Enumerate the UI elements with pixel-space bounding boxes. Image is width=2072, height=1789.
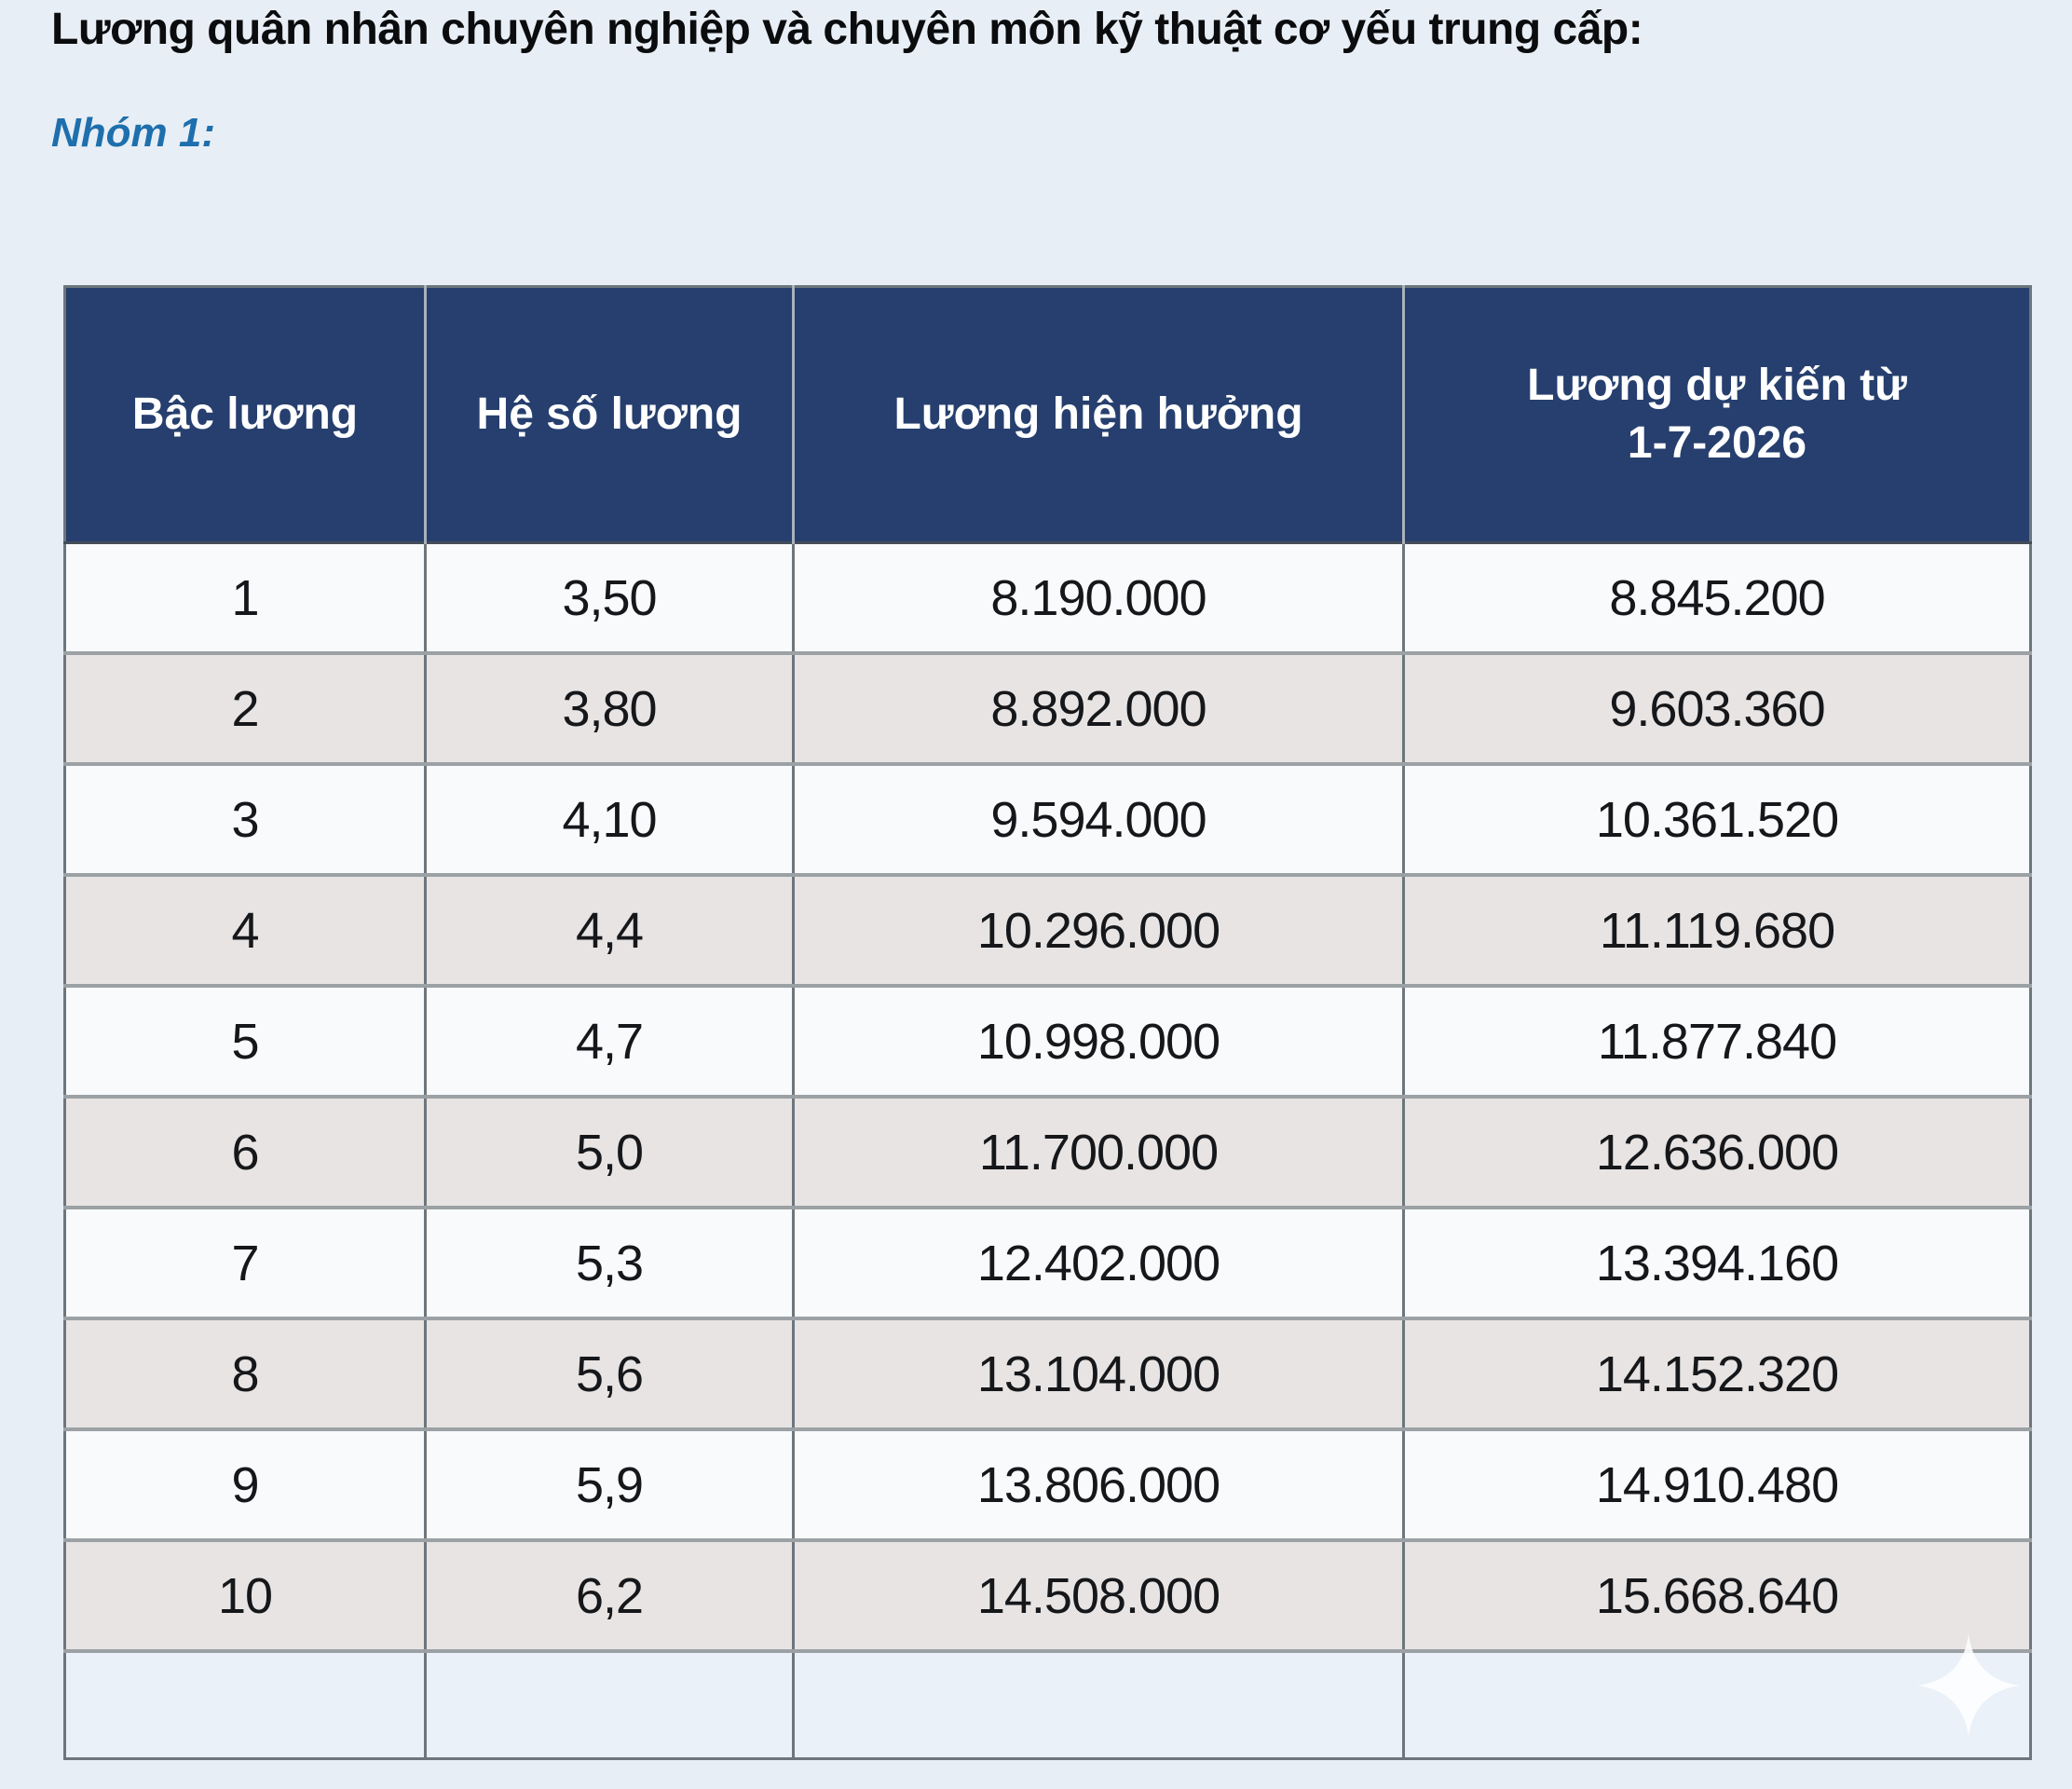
cell-du-kien: 14.910.480 (1404, 1429, 2031, 1540)
cell-du-kien: 8.845.200 (1404, 543, 2031, 654)
cell-he-so: 4,10 (426, 764, 794, 875)
cell-bac-luong: 4 (65, 875, 426, 986)
header-row (65, 287, 2031, 543)
table-row (65, 543, 2031, 654)
cell-he-so: 4,7 (426, 986, 794, 1097)
cell-empty (426, 1651, 794, 1759)
cell-he-so: 5,9 (426, 1429, 794, 1540)
cell-hien-huong: 9.594.000 (794, 764, 1404, 875)
cell-empty (65, 1651, 426, 1759)
col-header-bac-luong (65, 287, 426, 543)
col-header-luong-hien-huong (794, 287, 1404, 543)
table-row (65, 1097, 2031, 1208)
table-row (65, 1429, 2031, 1540)
cell-bac-luong: 9 (65, 1429, 426, 1540)
col-header-label-line1: Lương dự kiến từ (1527, 360, 1907, 410)
cell-du-kien: 9.603.360 (1404, 653, 2031, 764)
table-row (65, 1208, 2031, 1318)
cell-hien-huong: 8.892.000 (794, 653, 1404, 764)
col-header-he-so-luong (426, 287, 794, 543)
page-title: Lương quân nhân chuyên nghiệp và chuyên môn kỹ thuật cơ yếu trung cấp: (51, 5, 1643, 54)
col-header-label: Lương hiện hưởng (893, 389, 1303, 439)
cell-bac-luong: 2 (65, 653, 426, 764)
cell-bac-luong: 10 (65, 1540, 426, 1651)
salary-table (63, 285, 2032, 1760)
table-row (65, 653, 2031, 764)
cell-hien-huong: 13.806.000 (794, 1429, 1404, 1540)
table-row (65, 986, 2031, 1097)
cell-du-kien: 15.668.640 (1404, 1540, 2031, 1651)
table-row (65, 764, 2031, 875)
cell-hien-huong: 12.402.000 (794, 1208, 1404, 1318)
cell-bac-luong: 6 (65, 1097, 426, 1208)
cell-hien-huong: 14.508.000 (794, 1540, 1404, 1651)
cell-he-so: 5,6 (426, 1318, 794, 1429)
cell-bac-luong: 7 (65, 1208, 426, 1318)
cell-empty (794, 1651, 1404, 1759)
table-row (65, 1318, 2031, 1429)
col-header-label-line2: 1-7-2026 (1627, 418, 1807, 468)
cell-bac-luong: 8 (65, 1318, 426, 1429)
cell-he-so: 3,50 (426, 543, 794, 654)
table-row (65, 875, 2031, 986)
table-row (65, 1540, 2031, 1651)
cell-hien-huong: 10.998.000 (794, 986, 1404, 1097)
cell-du-kien: 11.119.680 (1404, 875, 2031, 986)
cell-hien-huong: 13.104.000 (794, 1318, 1404, 1429)
cell-du-kien: 13.394.160 (1404, 1208, 2031, 1318)
cell-he-so: 4,4 (426, 875, 794, 986)
cell-du-kien: 14.152.320 (1404, 1318, 2031, 1429)
cell-he-so: 3,80 (426, 653, 794, 764)
col-header-label: Bậc lương (131, 389, 359, 439)
cell-he-so: 5,0 (426, 1097, 794, 1208)
cell-hien-huong: 10.296.000 (794, 875, 1404, 986)
cell-du-kien: 12.636.000 (1404, 1097, 2031, 1208)
cell-he-so: 6,2 (426, 1540, 794, 1651)
cell-he-so: 5,3 (426, 1208, 794, 1318)
cell-bac-luong: 3 (65, 764, 426, 875)
col-header-label: Hệ số lương (476, 389, 743, 439)
col-header-luong-du-kien (1404, 287, 2031, 543)
cell-hien-huong: 11.700.000 (794, 1097, 1404, 1208)
cell-du-kien: 11.877.840 (1404, 986, 2031, 1097)
group-label: Nhóm 1: (51, 110, 215, 156)
cell-du-kien: 10.361.520 (1404, 764, 2031, 875)
cell-bac-luong: 1 (65, 543, 426, 654)
cell-empty (1404, 1651, 2031, 1759)
cell-hien-huong: 8.190.000 (794, 543, 1404, 654)
cell-bac-luong: 5 (65, 986, 426, 1097)
table-row-empty (65, 1651, 2031, 1759)
